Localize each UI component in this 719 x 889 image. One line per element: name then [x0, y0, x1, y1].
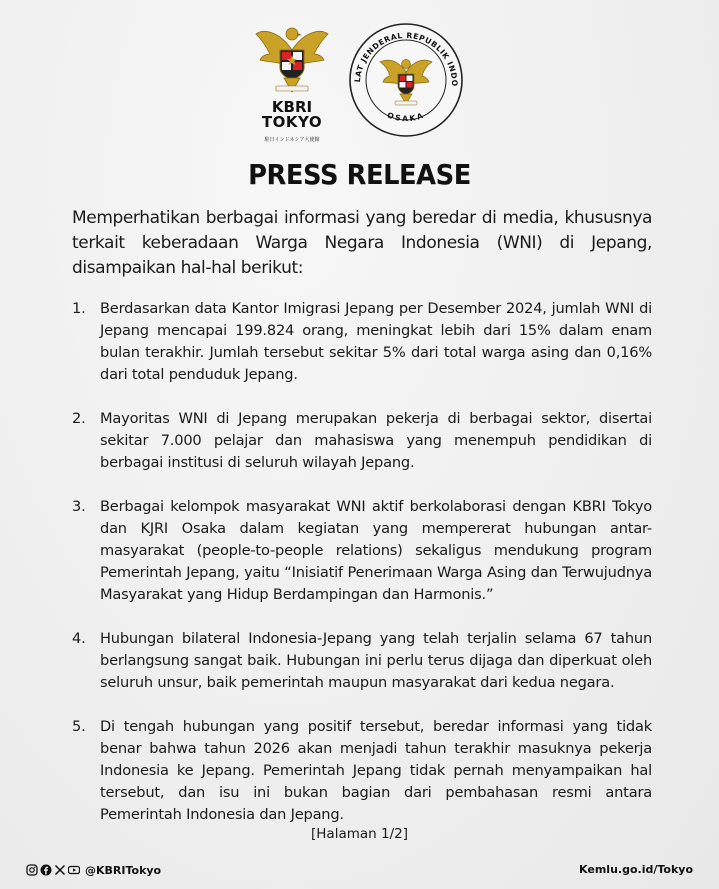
- intro-paragraph: Memperhatikan berbagai informasi yang beredar di media, khususnya terkait keberadaan Warga Negara Indonesia (WNI) di Jepang, disampaikan hal-hal berikut:: [72, 208, 652, 278]
- list-item-text: Berdasarkan data Kantor Imigrasi Jepang per Desember 2024, jumlah WNI di Jepang mencapai 199.824 orang, meningkat lebih dari 15% dalam enam bulan terakhir. Jumlah tersebut sekitar 5% dari total warga asing dan 0,16% dari total penduduk Jepang.: [100, 300, 652, 383]
- list-item: [72, 496, 652, 606]
- list-item-number: 2.: [72, 410, 86, 427]
- list-item-text: Mayoritas WNI di Jepang merupakan pekerja di berbagai sektor, disertai sekitar 7.000 pelajar dan mahasiswa yang menempuh pendidikan di berbagai institusi di seluruh wilayah Jepang.: [100, 410, 652, 471]
- consulate-seal-icon: [348, 22, 464, 138]
- x-icon[interactable]: [54, 864, 66, 876]
- kbri-line2: TOKYO: [261, 113, 323, 131]
- list-item: [72, 298, 652, 386]
- seal-city-text: OSAKA: [386, 110, 426, 124]
- page-marker: [Halaman 1/2]: [311, 826, 408, 842]
- list-item-text: Di tengah hubungan yang positif tersebut, beredar informasi yang tidak benar bahwa tahun 2026 akan menjadi tahun terakhir masuknya pekerja Indonesia ke Jepang. Pemerintah Jepang tidak pernah menyampaikan hal tersebut, dan isu ini bukan bagian dari pembahasan resmi antara Pemerintah Indonesia dan Jepang.: [100, 718, 652, 823]
- kbri-tokyo-logo: [250, 20, 334, 148]
- kbri-subtitle: 駐日インドネシア大使館: [264, 137, 320, 143]
- youtube-icon[interactable]: [68, 864, 80, 876]
- facebook-icon[interactable]: [40, 864, 52, 876]
- points-list: [72, 298, 652, 826]
- list-item-number: 4.: [72, 630, 86, 647]
- garuda-emblem-icon: [250, 20, 334, 100]
- page-title: PRESS RELEASE: [248, 158, 471, 191]
- list-item-text: Hubungan bilateral Indonesia-Jepang yang telah terjalin selama 67 tahun berlangsung sangat baik. Hubungan ini perlu terus dijaga dan diperkuat oleh seluruh unsur, baik pemerintah maupun masyarakat dari kedua negara.: [100, 630, 652, 691]
- list-item-text: Berbagai kelompok masyarakat WNI aktif berkolaborasi dengan KBRI Tokyo dan KJRI Osaka dalam kegiatan yang mempererat hubungan antar-masyarakat (people-to-people relations) sekaligus mendukung program Pemerintah Jepang, yaitu “Inisiatif Penerimaan Warga Asing dan Terwujudnya Masyarakat yang Hidup Berdampingan dan Harmonis.”: [100, 498, 652, 603]
- kjri-osaka-seal: [348, 22, 464, 138]
- seal-ring-text: LAT JENDERAL REPUBLIK INDO: [352, 30, 460, 87]
- kbri-wordmark: [250, 100, 334, 130]
- kbri-line1: KBRI: [271, 98, 313, 116]
- list-item: [72, 716, 652, 826]
- list-item-number: 3.: [72, 498, 86, 515]
- list-item: [72, 628, 652, 694]
- list-item-number: 5.: [72, 718, 86, 735]
- instagram-icon[interactable]: [26, 864, 38, 876]
- list-item-number: 1.: [72, 300, 86, 317]
- social-footer: [26, 862, 161, 878]
- social-handle[interactable]: @KBRITokyo: [85, 863, 162, 877]
- website-link[interactable]: Kemlu.go.id/Tokyo: [579, 863, 693, 876]
- list-item: [72, 408, 652, 474]
